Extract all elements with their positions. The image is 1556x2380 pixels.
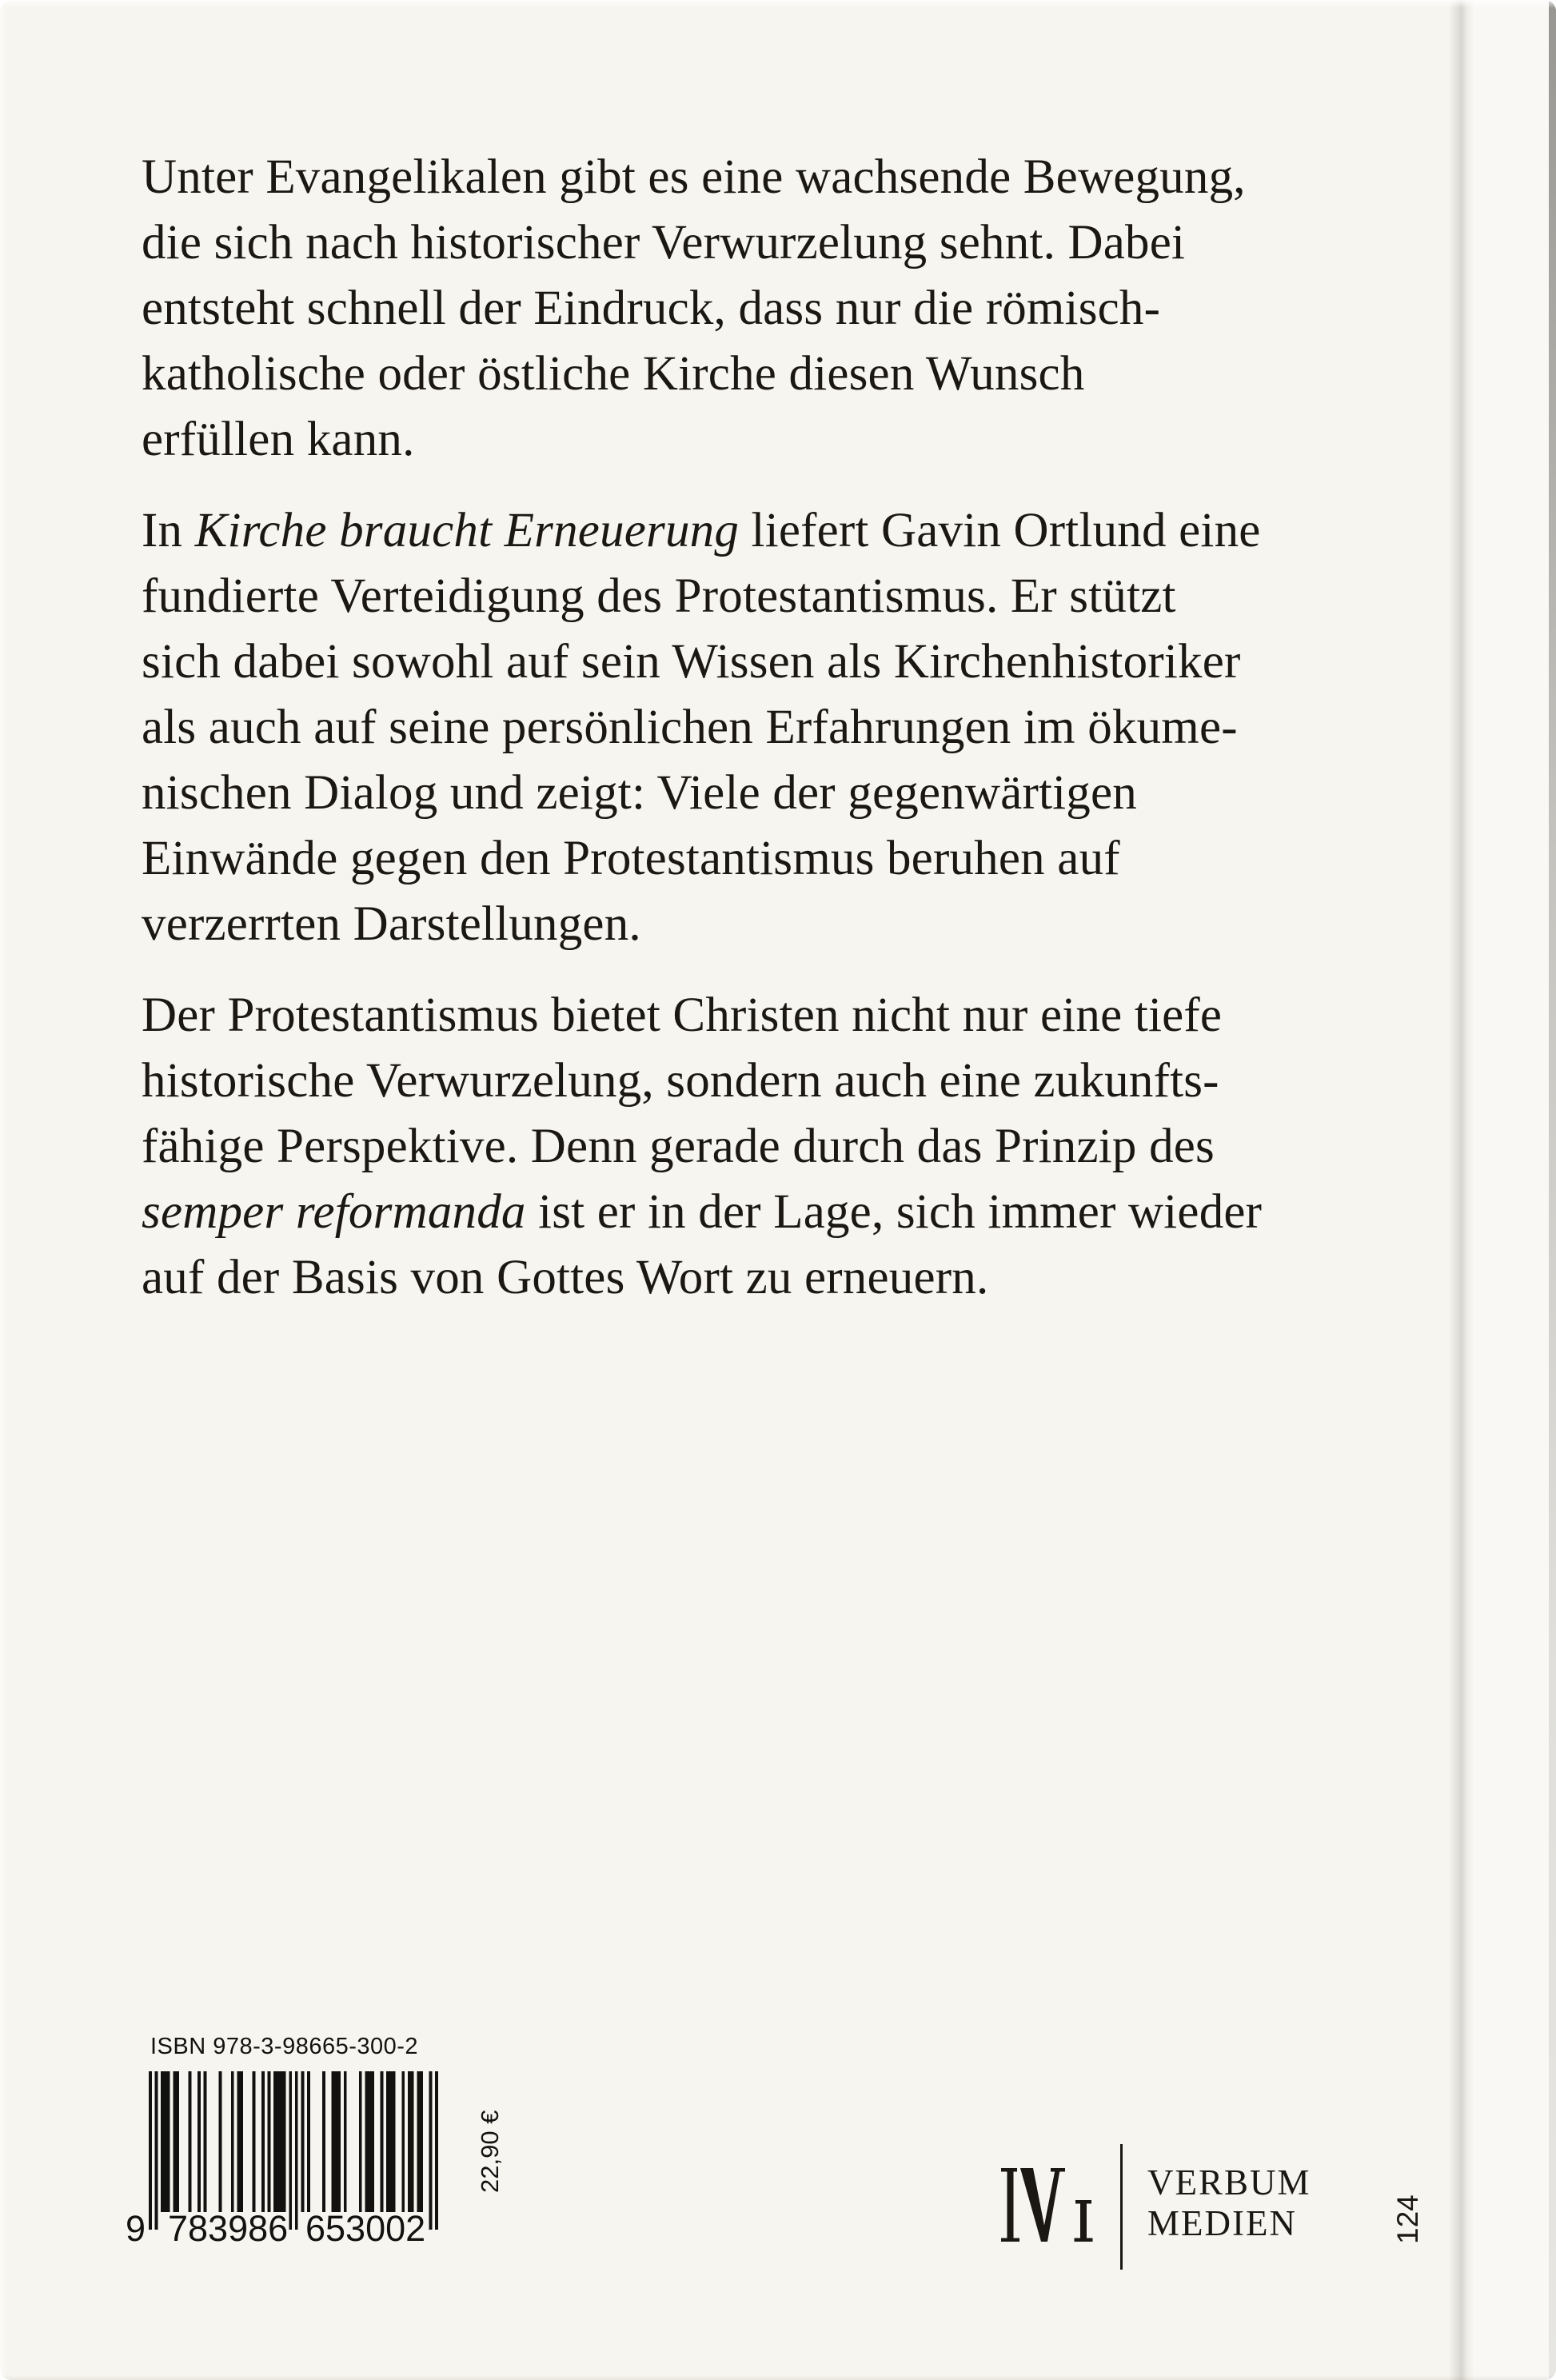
latin-phrase-italic: semper reformanda bbox=[142, 1185, 526, 1239]
ean-digit-lead: 9 bbox=[126, 2208, 146, 2249]
text-line bbox=[142, 276, 1389, 341]
text-line bbox=[142, 761, 1389, 826]
text-run: entsteht schnell der Eindruck, dass nur die römisch- bbox=[142, 282, 1161, 335]
paragraph-3 bbox=[142, 983, 1389, 1311]
text-line bbox=[142, 564, 1389, 629]
cover-right-edge-shadow bbox=[1549, 0, 1556, 2380]
text-run: Unter Evangelikalen gibt es eine wachsende Bewegung, bbox=[142, 150, 1246, 204]
paragraph-2 bbox=[142, 498, 1389, 957]
cover-top-edge-highlight bbox=[0, 0, 1556, 8]
text-run: auf der Basis von Gottes Wort zu erneuern. bbox=[142, 1251, 989, 1304]
text-run: verzerrten Darstellungen. bbox=[142, 897, 641, 951]
ean-barcode bbox=[149, 2071, 438, 2230]
text-run: historische Verwurzelung, sondern auch eine zukunfts- bbox=[142, 1054, 1219, 1108]
text-run: nischen Dialog und zeigt: Viele der gegenwärtigen bbox=[142, 766, 1137, 820]
text-run: Einwände gegen den Protestantismus beruhen auf bbox=[142, 832, 1120, 885]
text-line bbox=[142, 1245, 1389, 1311]
text-run: fähige Perspektive. Denn gerade durch das Prinzip des bbox=[142, 1120, 1215, 1173]
text-run: sich dabei sowohl auf sein Wissen als Kirchenhistoriker bbox=[142, 635, 1241, 689]
text-line bbox=[142, 407, 1389, 473]
ean-digits-left: 783986 bbox=[168, 2208, 289, 2249]
cover-left-edge-highlight bbox=[0, 0, 6, 2380]
price-label: 22,90 € bbox=[476, 2110, 504, 2193]
text-line bbox=[142, 341, 1389, 407]
text-line bbox=[142, 983, 1389, 1048]
text-line bbox=[142, 145, 1389, 210]
catalog-number: 124 bbox=[1391, 2194, 1424, 2244]
cover-fore-edge bbox=[1473, 0, 1556, 2380]
text-run: katholische oder östliche Kirche diesen Wunsch bbox=[142, 347, 1085, 401]
text-run: ist er in der Lage, sich immer wieder bbox=[525, 1185, 1263, 1239]
paragraph-1 bbox=[142, 145, 1389, 473]
text-run: In bbox=[142, 504, 195, 557]
cover-hinge-crease bbox=[1449, 0, 1473, 2380]
text-run: die sich nach historischer Verwurzelung sehnt. Dabei bbox=[142, 216, 1186, 270]
text-line bbox=[142, 1180, 1389, 1245]
publisher-name bbox=[1147, 2162, 1311, 2244]
text-line bbox=[142, 629, 1389, 695]
text-line bbox=[142, 826, 1389, 892]
text-run: Der Protestantismus bietet Christen nicht nur eine tiefe bbox=[142, 988, 1223, 1042]
text-line bbox=[142, 892, 1389, 957]
publisher-name-line1: VERBUM bbox=[1147, 2162, 1311, 2202]
text-line bbox=[142, 695, 1389, 761]
text-run: fundierte Verteidigung des Protestantismus. Er stützt bbox=[142, 569, 1176, 623]
text-line bbox=[142, 210, 1389, 276]
back-cover-text bbox=[142, 145, 1389, 1336]
text-run: liefert Gavin Ortlund eine bbox=[739, 504, 1261, 557]
text-run: als auch auf seine persönlichen Erfahrungen im ökume- bbox=[142, 701, 1238, 754]
ean-digits-right: 653002 bbox=[305, 2208, 426, 2249]
text-run: erfüllen kann. bbox=[142, 413, 415, 466]
text-line bbox=[142, 1114, 1389, 1180]
text-line bbox=[142, 1048, 1389, 1114]
isbn-label: ISBN 978-3-98665-300-2 bbox=[150, 2034, 419, 2059]
verbum-medien-logo-icon bbox=[1001, 2168, 1095, 2242]
logo-divider bbox=[1120, 2144, 1123, 2270]
cover-bottom-edge-shadow bbox=[0, 2375, 1556, 2380]
text-line bbox=[142, 498, 1389, 564]
publisher-name-line2: MEDIEN bbox=[1147, 2203, 1297, 2243]
book-title-italic: Kirche braucht Erneuerung bbox=[194, 504, 740, 557]
